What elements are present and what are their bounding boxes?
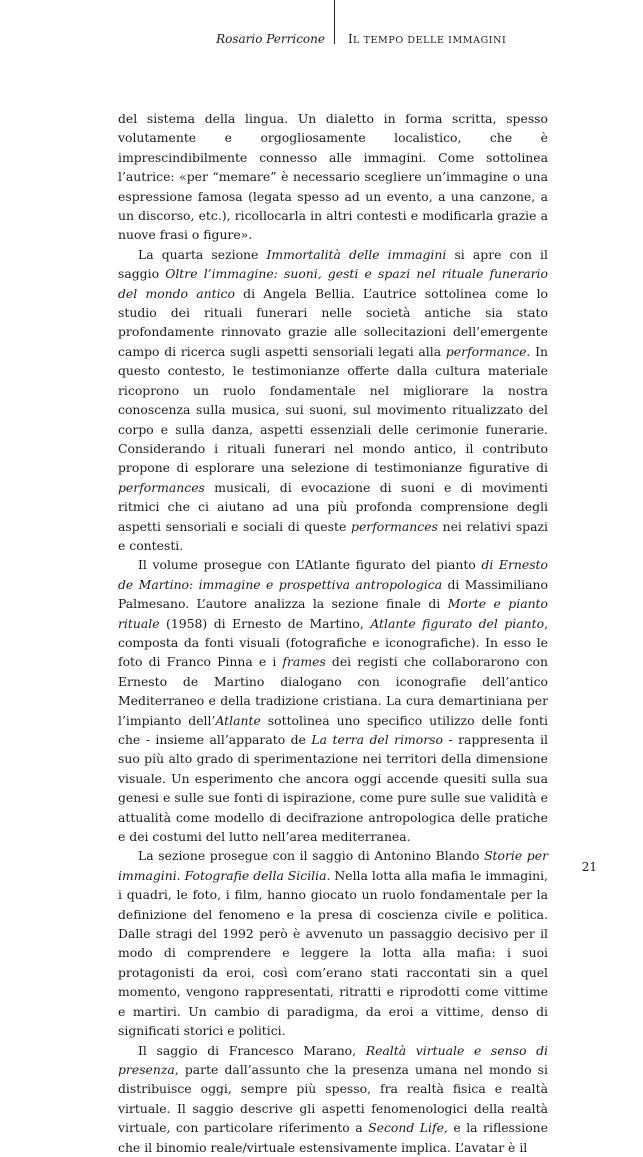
- header-title-rest: L TEMPO DELLE IMMAGINI: [353, 35, 507, 46]
- text-run: , composta da fonti visuali (fotografiche e iconografiche). In esso le foto di Franco Pinna e i: [118, 615, 549, 670]
- italic-run: Second Life: [368, 1120, 444, 1136]
- header-title: [348, 32, 506, 46]
- text-run: . In questo contesto, le testimonianze offerte dalla cultura materiale ricoprono un ruolo fondamentale nel migliorare la nostra conoscenza sulla musica, sui suoni, sul movimento ritualizzato del corpo e sulla danza, aspetti essenziali delle cerimonie funerarie. Considerando i rituali funerari nel mondo antico, il contributo propone di esplorare una selezione di testimonianze figurative di: [118, 343, 548, 476]
- italic-run: performances: [118, 479, 205, 495]
- body-text: [118, 109, 548, 1157]
- italic-run: Oltre l’immagine: suoni, gesti e spazi nel rituale funerario del mondo antico: [118, 266, 548, 301]
- header-title-initial: I: [348, 32, 354, 46]
- page-number: 21: [581, 860, 597, 874]
- text-run: di Angela Bellia. L’autrice sottolinea come lo studio dei rituali funerari nelle società antiche sia stato profondamente rinnovato grazie alle sollecitazioni dell’emergente campo di ricerca sugli aspetti sensoriali legati alla: [118, 285, 548, 359]
- text-run: . Nella lotta alla mafia le immagini, i quadri, le foto, i film, hanno giocato un ruolo fondamentale per la definizione del fenomeno e la presa di coscienza civile e politica. Dalle stragi del 1992 però è avvenuto un passaggio decisivo per il modo di comprendere e leggere la lotta alla mafia: i suoi protagonisti da eroi, così com’erano stati raccontati sin a quel momento, vengono rappresentati, ritratti e riprodotti come vittime e martiri. Un cambio di paradigma, da eroi a vittime, denso di significati storici e politici.: [118, 867, 548, 1039]
- italic-run: Realtà virtuale e senso di presenza: [118, 1042, 548, 1077]
- text-run: La sezione prosegue con il saggio di Antonino Blando: [138, 848, 485, 864]
- text-run: si apre con il saggio: [118, 246, 548, 282]
- text-run: del sistema della lingua. Un dialetto in forma scritta, spesso volutamente e orgogliosamente localistico, che è imprescindibilmente connesso alle immagini. Come sottolinea l’autrice: «per “memare” è necessario scegliere un’immagine o una espressione famosa (legata spesso ad un evento, a una canzone, a un discorso, etc.), ricollocarla in altri contesti e modificarla grazie a nuove frasi o figure».: [118, 111, 548, 243]
- paragraph: [118, 555, 548, 846]
- italic-run: performances: [351, 518, 438, 534]
- italic-run: Morte e pianto rituale: [118, 596, 548, 631]
- text-run: La quarta sezione: [138, 246, 267, 262]
- italic-run: performance: [445, 343, 527, 359]
- paragraph: [118, 245, 548, 556]
- italic-run: frames: [282, 654, 326, 670]
- paragraph: [118, 1041, 548, 1157]
- text-run: , e la riflessione che il binomio reale/virtuale estensivamente implica. L’avatar è il: [118, 1120, 548, 1155]
- header-author: Rosario Perricone: [216, 32, 325, 46]
- text-run: Il volume prosegue con L’Atlante figurato del pianto: [138, 557, 482, 573]
- italic-run: Atlante figurato del pianto: [370, 615, 545, 631]
- text-run: - rappresenta il suo più alto grado di sperimentazione nei territori della dimensione visuale. Un esperimento che ancora oggi accende quesiti sulla sua genesi e sulle sue fonti di ispirazione, come pure sulle sue validità e attualità come modello di decifrazione antropologica delle pratiche e dei costumi del lutto nell’area mediterranea.: [118, 732, 549, 845]
- text-run: di Massimiliano Palmesano. L’autore analizza la sezione finale di: [118, 576, 548, 612]
- italic-run: La terra del rimorso: [311, 732, 444, 747]
- paragraph: [118, 109, 548, 245]
- italic-run: Atlante: [215, 712, 261, 728]
- text-run: (1958) di Ernesto de Martino,: [159, 615, 371, 631]
- italic-run: Storie per immagini. Fotografie della Sicilia: [118, 848, 548, 883]
- running-header: [0, 0, 643, 60]
- text-run: sottolinea uno specifico utilizzo delle fonti che - insieme all’apparato de: [118, 712, 548, 747]
- text-run: , parte dall’assunto che la presenza umana nel mondo si distribuisce oggi, sempre più spesso, fra realtà fisica e realtà virtuale. Il saggio descrive gli aspetti fenomenologici della realtà virtuale, con particolare riferimento a: [118, 1061, 548, 1136]
- italic-run: Immortalità delle immagini: [266, 246, 447, 262]
- paragraph: [118, 846, 548, 1040]
- text-run: musicali, di evocazione di suoni e di movimenti ritmici che ci aiutano ad una più profonda comprensione degli aspetti sensoriali e sociali di queste: [118, 479, 548, 534]
- text-run: nei relativi spazi e contesti.: [118, 518, 548, 553]
- header-divider: [334, 0, 335, 44]
- text-run: dei registi che collaborarono con Ernesto de Martino dialogano con iconografie dell’antico Mediterraneo e della tradizione cristiana. La cura demartiniana per l’impianto dell’: [118, 654, 548, 728]
- text-run: Il saggio di Francesco Marano,: [138, 1042, 366, 1058]
- italic-run: di Ernesto de Martino: immagine e prospettiva antropologica: [118, 557, 548, 592]
